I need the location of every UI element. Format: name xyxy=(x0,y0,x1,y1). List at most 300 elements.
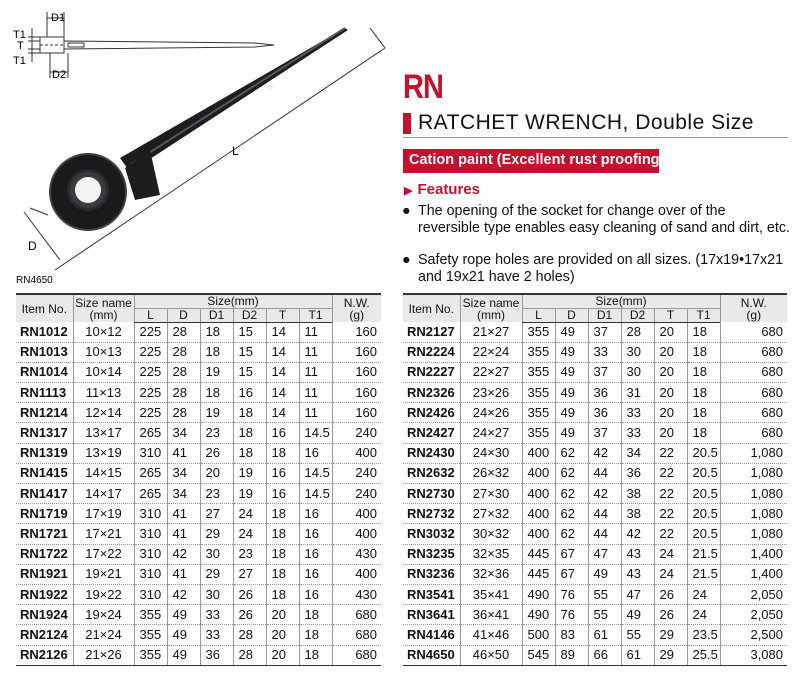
cell-nw: 680 xyxy=(720,322,787,342)
col-nw xyxy=(332,294,381,322)
size-name-line2: (mm) xyxy=(89,307,118,322)
cell-l: 355 xyxy=(522,342,555,362)
col-d1: D1 xyxy=(200,308,233,322)
wrench-illustration xyxy=(50,28,348,230)
cell-t: 29 xyxy=(654,625,687,645)
cell-nw: 1,400 xyxy=(720,544,787,564)
t1-bottom-label: T1 xyxy=(13,55,26,67)
table-row xyxy=(403,463,787,483)
cell-item-no: RN1113 xyxy=(16,383,73,403)
cell-d: 76 xyxy=(555,584,588,604)
col-t: T xyxy=(266,308,299,322)
cell-d1: 37 xyxy=(588,322,621,342)
cell-size-name: 12×14 xyxy=(73,403,134,423)
cell-t: 20 xyxy=(654,342,687,362)
cell-d2: 24 xyxy=(233,504,266,524)
cell-t: 29 xyxy=(654,645,687,665)
cell-t1: 18 xyxy=(687,403,720,423)
table-row xyxy=(16,443,381,463)
cell-t: 16 xyxy=(266,463,299,483)
cell-item-no: RN1214 xyxy=(16,403,73,423)
cell-l: 225 xyxy=(134,342,167,362)
cell-l: 355 xyxy=(522,403,555,423)
cell-l: 310 xyxy=(134,504,167,524)
l-label: L xyxy=(232,144,239,158)
cell-nw: 2,500 xyxy=(720,625,787,645)
cell-nw: 240 xyxy=(332,484,381,504)
cell-nw: 160 xyxy=(332,383,381,403)
cell-t: 22 xyxy=(654,524,687,544)
cell-nw: 430 xyxy=(332,584,381,604)
cell-size-name: 21×24 xyxy=(73,625,134,645)
cell-t: 24 xyxy=(654,564,687,584)
cell-t: 14 xyxy=(266,403,299,423)
cell-nw: 1,080 xyxy=(720,524,787,544)
table-row xyxy=(403,605,787,625)
cell-d: 62 xyxy=(555,463,588,483)
cell-t: 18 xyxy=(266,524,299,544)
cell-item-no: RN1921 xyxy=(16,564,73,584)
cell-l: 445 xyxy=(522,564,555,584)
cell-d1: 18 xyxy=(200,383,233,403)
cell-size-name: 10×14 xyxy=(73,362,134,382)
title-accent-bar xyxy=(403,113,411,134)
cell-d: 41 xyxy=(167,564,200,584)
table-row xyxy=(16,484,381,504)
cell-d1: 18 xyxy=(200,342,233,362)
table-row xyxy=(403,443,787,463)
cell-l: 225 xyxy=(134,362,167,382)
cell-item-no: RN4146 xyxy=(403,625,460,645)
cell-d2: 33 xyxy=(621,403,654,423)
cell-d: 76 xyxy=(555,605,588,625)
feature-text: Safety rope holes are provided on all sizes. (17x19•17x21 and 19x21 have 2 holes) xyxy=(418,252,784,285)
cell-d1: 36 xyxy=(588,383,621,403)
cell-d1: 26 xyxy=(200,443,233,463)
cell-t: 20 xyxy=(654,322,687,342)
cell-item-no: RN2224 xyxy=(403,342,460,362)
cell-t1: 20.5 xyxy=(687,463,720,483)
cell-nw: 160 xyxy=(332,342,381,362)
cell-d1: 44 xyxy=(588,524,621,544)
cell-d: 89 xyxy=(555,645,588,665)
cell-size-name: 24×26 xyxy=(460,403,522,423)
cell-l: 400 xyxy=(522,443,555,463)
paint-badge: Cation paint (Excellent rust proofing) xyxy=(403,149,659,173)
cell-d: 49 xyxy=(167,625,200,645)
cell-d1: 36 xyxy=(588,403,621,423)
col-l: L xyxy=(522,308,555,322)
cell-l: 355 xyxy=(522,383,555,403)
cell-size-name: 23×26 xyxy=(460,383,522,403)
cell-d1: 27 xyxy=(200,504,233,524)
cell-item-no: RN4650 xyxy=(403,645,460,665)
cell-t: 20 xyxy=(654,383,687,403)
cell-size-name: 13×19 xyxy=(73,443,134,463)
cell-t1: 18 xyxy=(687,383,720,403)
cell-d1: 42 xyxy=(588,443,621,463)
table-row xyxy=(403,544,787,564)
table-row xyxy=(403,524,787,544)
cell-size-name: 27×30 xyxy=(460,484,522,504)
cell-t1: 18 xyxy=(687,342,720,362)
col-size-name xyxy=(73,294,134,322)
cell-size-name: 17×19 xyxy=(73,504,134,524)
d1-label: D1 xyxy=(51,12,66,24)
table-row xyxy=(403,322,787,342)
cell-d1: 30 xyxy=(200,544,233,564)
cell-t: 14 xyxy=(266,362,299,382)
cell-d1: 37 xyxy=(588,423,621,443)
table-row xyxy=(403,504,787,524)
col-d: D xyxy=(555,308,588,322)
cell-t1: 11 xyxy=(299,342,332,362)
t1-top-label: T1 xyxy=(13,29,26,41)
cell-d1: 44 xyxy=(588,463,621,483)
cell-t1: 21.5 xyxy=(687,544,720,564)
col-d1: D1 xyxy=(588,308,621,322)
cell-l: 355 xyxy=(522,362,555,382)
cell-size-name: 32×36 xyxy=(460,564,522,584)
cell-l: 400 xyxy=(522,504,555,524)
table-row xyxy=(403,342,787,362)
cell-size-name: 26×32 xyxy=(460,463,522,483)
cell-item-no: RN2227 xyxy=(403,362,460,382)
cell-size-name: 19×24 xyxy=(73,605,134,625)
cell-item-no: RN1013 xyxy=(16,342,73,362)
table-row xyxy=(16,403,381,423)
cell-d2: 33 xyxy=(621,423,654,443)
cell-size-name: 10×13 xyxy=(73,342,134,362)
cell-d: 34 xyxy=(167,423,200,443)
cell-l: 265 xyxy=(134,484,167,504)
cell-d: 49 xyxy=(555,403,588,423)
cell-size-name: 14×15 xyxy=(73,463,134,483)
cell-d2: 28 xyxy=(621,322,654,342)
cell-item-no: RN1721 xyxy=(16,524,73,544)
cell-d: 42 xyxy=(167,544,200,564)
cell-t: 18 xyxy=(266,504,299,524)
col-item-no: Item No. xyxy=(403,294,460,322)
cell-d1: 20 xyxy=(200,463,233,483)
table-row xyxy=(16,362,381,382)
cell-d1: 55 xyxy=(588,584,621,604)
wrench-figure xyxy=(0,0,400,290)
cell-nw: 2,050 xyxy=(720,605,787,625)
cell-t1: 14.5 xyxy=(299,463,332,483)
col-nw xyxy=(720,294,787,322)
cell-t1: 16 xyxy=(299,504,332,524)
cell-d: 28 xyxy=(167,383,200,403)
cell-t: 20 xyxy=(266,605,299,625)
cell-size-name: 36×41 xyxy=(460,605,522,625)
cell-size-name: 14×17 xyxy=(73,484,134,504)
cell-d: 62 xyxy=(555,504,588,524)
cell-size-name: 19×21 xyxy=(73,564,134,584)
cell-item-no: RN3032 xyxy=(403,524,460,544)
table-row xyxy=(16,564,381,584)
triangle-right-icon: ▶ xyxy=(404,185,413,197)
cell-item-no: RN2730 xyxy=(403,484,460,504)
cell-item-no: RN2732 xyxy=(403,504,460,524)
dimension-lines xyxy=(24,28,385,270)
col-d2: D2 xyxy=(233,308,266,322)
table-row xyxy=(16,463,381,483)
cell-l: 265 xyxy=(134,423,167,443)
feature-text: The opening of the socket for change over of the reversible type enables easy cleaning of sand and dirt, etc. xyxy=(418,203,790,236)
cell-item-no: RN3235 xyxy=(403,544,460,564)
cell-d2: 49 xyxy=(621,605,654,625)
cell-d2: 31 xyxy=(621,383,654,403)
cell-nw: 160 xyxy=(332,403,381,423)
cell-l: 500 xyxy=(522,625,555,645)
cell-t: 18 xyxy=(266,584,299,604)
cell-d2: 19 xyxy=(233,484,266,504)
cell-d2: 18 xyxy=(233,403,266,423)
cell-t1: 20.5 xyxy=(687,524,720,544)
cell-item-no: RN1922 xyxy=(16,584,73,604)
cell-d: 42 xyxy=(167,584,200,604)
cell-t: 22 xyxy=(654,443,687,463)
cell-t1: 20.5 xyxy=(687,504,720,524)
cell-d1: 29 xyxy=(200,524,233,544)
col-size-name xyxy=(460,294,522,322)
cell-size-name: 11×13 xyxy=(73,383,134,403)
cell-nw: 2,050 xyxy=(720,584,787,604)
cell-d2: 61 xyxy=(621,645,654,665)
cell-d2: 28 xyxy=(233,645,266,665)
cell-nw: 400 xyxy=(332,564,381,584)
table-row xyxy=(16,423,381,443)
cell-l: 545 xyxy=(522,645,555,665)
cell-size-name: 17×22 xyxy=(73,544,134,564)
model-label: RN4650 xyxy=(16,275,53,286)
cell-l: 400 xyxy=(522,484,555,504)
cell-d1: 23 xyxy=(200,423,233,443)
cell-d: 28 xyxy=(167,362,200,382)
cell-d1: 29 xyxy=(200,564,233,584)
cell-d: 41 xyxy=(167,504,200,524)
cell-t: 20 xyxy=(654,362,687,382)
cell-t1: 24 xyxy=(687,584,720,604)
product-title: RATCHET WRENCH, Double Size xyxy=(418,111,754,134)
cell-l: 355 xyxy=(522,322,555,342)
cell-item-no: RN1014 xyxy=(16,362,73,382)
cell-d: 49 xyxy=(167,645,200,665)
cell-nw: 680 xyxy=(332,625,381,645)
cell-t1: 16 xyxy=(299,584,332,604)
col-size-group: Size(mm) xyxy=(522,294,720,308)
cell-nw: 240 xyxy=(332,463,381,483)
cell-nw: 160 xyxy=(332,322,381,342)
cell-item-no: RN1722 xyxy=(16,544,73,564)
cell-item-no: RN2427 xyxy=(403,423,460,443)
cell-size-name: 27×32 xyxy=(460,504,522,524)
cell-d1: 37 xyxy=(588,362,621,382)
col-item-no: Item No. xyxy=(16,294,73,322)
cell-item-no: RN1319 xyxy=(16,443,73,463)
cell-d1: 44 xyxy=(588,504,621,524)
cell-t1: 23.5 xyxy=(687,625,720,645)
cell-d: 67 xyxy=(555,544,588,564)
cell-t1: 18 xyxy=(687,423,720,443)
cell-t1: 20.5 xyxy=(687,443,720,463)
cell-item-no: RN2426 xyxy=(403,403,460,423)
cell-d2: 38 xyxy=(621,484,654,504)
cell-t: 20 xyxy=(266,625,299,645)
table-row xyxy=(16,342,381,362)
cell-t1: 24 xyxy=(687,605,720,625)
cell-size-name: 21×26 xyxy=(73,645,134,665)
table-row xyxy=(403,584,787,604)
cell-l: 400 xyxy=(522,524,555,544)
cell-l: 355 xyxy=(522,423,555,443)
cell-d2: 30 xyxy=(621,362,654,382)
cell-nw: 680 xyxy=(720,403,787,423)
cell-nw: 680 xyxy=(720,362,787,382)
cell-d: 34 xyxy=(167,484,200,504)
cell-d1: 47 xyxy=(588,544,621,564)
cell-l: 265 xyxy=(134,463,167,483)
cell-l: 400 xyxy=(522,463,555,483)
cell-item-no: RN3641 xyxy=(403,605,460,625)
cell-d1: 55 xyxy=(588,605,621,625)
cell-l: 490 xyxy=(522,605,555,625)
table-row xyxy=(403,645,787,665)
cell-size-name: 24×27 xyxy=(460,423,522,443)
cell-t: 26 xyxy=(654,605,687,625)
cell-t: 24 xyxy=(654,544,687,564)
cell-d: 34 xyxy=(167,463,200,483)
cell-d2: 18 xyxy=(233,443,266,463)
cell-d2: 15 xyxy=(233,362,266,382)
cell-d: 49 xyxy=(555,342,588,362)
cell-size-name: 24×30 xyxy=(460,443,522,463)
cell-d2: 43 xyxy=(621,544,654,564)
cell-t: 18 xyxy=(266,564,299,584)
cell-t1: 20.5 xyxy=(687,484,720,504)
cell-d1: 33 xyxy=(200,625,233,645)
cell-d1: 19 xyxy=(200,362,233,382)
cell-l: 310 xyxy=(134,564,167,584)
table-row xyxy=(403,362,787,382)
cell-nw: 240 xyxy=(332,423,381,443)
cell-l: 310 xyxy=(134,524,167,544)
cell-d: 49 xyxy=(555,322,588,342)
cell-l: 310 xyxy=(134,443,167,463)
table-row xyxy=(16,383,381,403)
cell-d: 28 xyxy=(167,322,200,342)
cell-size-name: 22×27 xyxy=(460,362,522,382)
cell-item-no: RN2124 xyxy=(16,625,73,645)
cell-t1: 11 xyxy=(299,403,332,423)
cell-d2: 16 xyxy=(233,383,266,403)
col-t1: T1 xyxy=(687,308,720,322)
cell-t1: 16 xyxy=(299,544,332,564)
cell-d1: 18 xyxy=(200,322,233,342)
size-name-line1: Size name xyxy=(462,295,520,310)
cell-d: 28 xyxy=(167,403,200,423)
cell-l: 310 xyxy=(134,584,167,604)
d-label: D xyxy=(28,239,37,253)
cell-l: 225 xyxy=(134,383,167,403)
cell-item-no: RN2126 xyxy=(16,645,73,665)
cell-item-no: RN2326 xyxy=(403,383,460,403)
cell-d1: 19 xyxy=(200,403,233,423)
cell-d2: 24 xyxy=(233,524,266,544)
cell-d2: 38 xyxy=(621,504,654,524)
table-row xyxy=(16,322,381,342)
cell-t1: 18 xyxy=(687,322,720,342)
nw-line1: N.W. xyxy=(740,295,767,310)
cell-d2: 27 xyxy=(233,564,266,584)
cell-t: 14 xyxy=(266,342,299,362)
cell-item-no: RN1012 xyxy=(16,322,73,342)
table-row xyxy=(403,564,787,584)
cell-d1: 61 xyxy=(588,625,621,645)
cell-t: 16 xyxy=(266,423,299,443)
col-size-group: Size(mm) xyxy=(134,294,332,308)
cell-nw: 680 xyxy=(332,645,381,665)
cell-d1: 49 xyxy=(588,564,621,584)
cell-d: 62 xyxy=(555,524,588,544)
cell-l: 355 xyxy=(134,645,167,665)
table-row xyxy=(403,383,787,403)
cell-nw: 1,400 xyxy=(720,564,787,584)
cell-item-no: RN3236 xyxy=(403,564,460,584)
col-d: D xyxy=(167,308,200,322)
cell-t: 22 xyxy=(654,504,687,524)
cell-d2: 26 xyxy=(233,605,266,625)
features-heading xyxy=(404,181,480,198)
col-t: T xyxy=(654,308,687,322)
cell-size-name: 22×24 xyxy=(460,342,522,362)
cell-t1: 14.5 xyxy=(299,484,332,504)
table-row xyxy=(403,484,787,504)
cell-d1: 33 xyxy=(588,342,621,362)
cell-nw: 400 xyxy=(332,504,381,524)
cell-l: 225 xyxy=(134,403,167,423)
cell-nw: 680 xyxy=(720,342,787,362)
cell-t: 18 xyxy=(266,544,299,564)
table-row xyxy=(16,584,381,604)
cell-t: 20 xyxy=(654,403,687,423)
cell-d2: 28 xyxy=(233,625,266,645)
nw-line1: N.W. xyxy=(343,295,370,310)
cell-d1: 42 xyxy=(588,484,621,504)
cell-d: 83 xyxy=(555,625,588,645)
cell-nw: 400 xyxy=(332,524,381,544)
cell-t: 20 xyxy=(654,423,687,443)
cell-l: 355 xyxy=(134,625,167,645)
cell-l: 310 xyxy=(134,544,167,564)
cell-nw: 1,080 xyxy=(720,463,787,483)
cell-nw: 400 xyxy=(332,443,381,463)
series-title: RN xyxy=(403,68,444,106)
size-name-line1: Size name xyxy=(75,295,132,310)
cell-nw: 1,080 xyxy=(720,443,787,463)
cell-item-no: RN1415 xyxy=(16,463,73,483)
d2-label: D2 xyxy=(52,69,67,81)
cell-size-name: 30×32 xyxy=(460,524,522,544)
cell-t1: 16 xyxy=(299,443,332,463)
cell-d: 49 xyxy=(555,362,588,382)
cell-t1: 11 xyxy=(299,362,332,382)
cell-d2: 43 xyxy=(621,564,654,584)
cell-l: 355 xyxy=(134,605,167,625)
cell-nw: 430 xyxy=(332,544,381,564)
col-d2: D2 xyxy=(621,308,654,322)
